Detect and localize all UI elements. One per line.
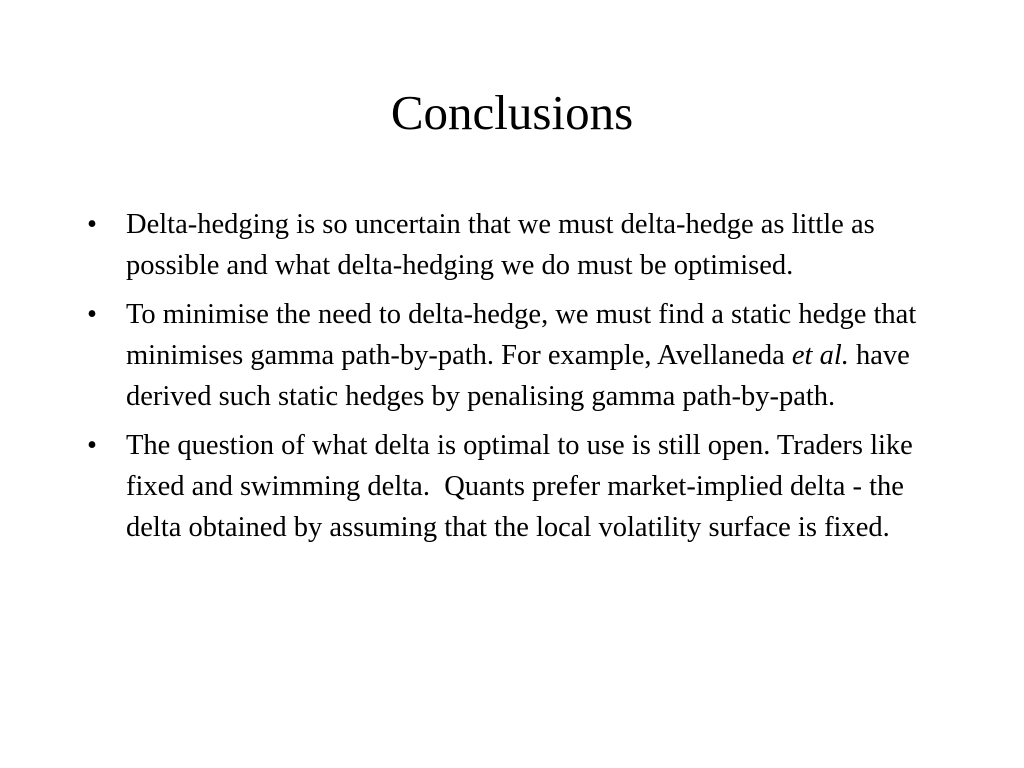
bullet-item (82, 294, 952, 417)
bullet-dot-icon: • (87, 430, 97, 461)
bullet-dot-icon: • (87, 209, 97, 240)
bullet-item (82, 425, 952, 548)
bullet-list (82, 204, 952, 556)
bullet-text-before: To minimise the need to delta-hedge, we must find a static hedge that minimises gamma path-by-path. For example, Avellaneda (126, 299, 917, 371)
slide-title: Conclusions (390, 85, 634, 140)
bullet-dot-icon: • (87, 299, 97, 330)
bullet-item (82, 204, 952, 286)
bullet-text (126, 299, 916, 412)
bullet-text-after: have derived such static hedges by penalising gamma path-by-path. (126, 340, 910, 412)
bullet-text-italic: et al. (791, 340, 849, 371)
bullet-text: The question of what delta is optimal to use is still open. Traders like fixed and swimming delta. Quants prefer market-implied delta - the delta obtained by assuming that the local volatility surface is fixed. (126, 430, 920, 543)
bullet-text: Delta-hedging is so uncertain that we must delta-hedge as little as possible and what delta-hedging we do must be optimised. (126, 209, 875, 281)
